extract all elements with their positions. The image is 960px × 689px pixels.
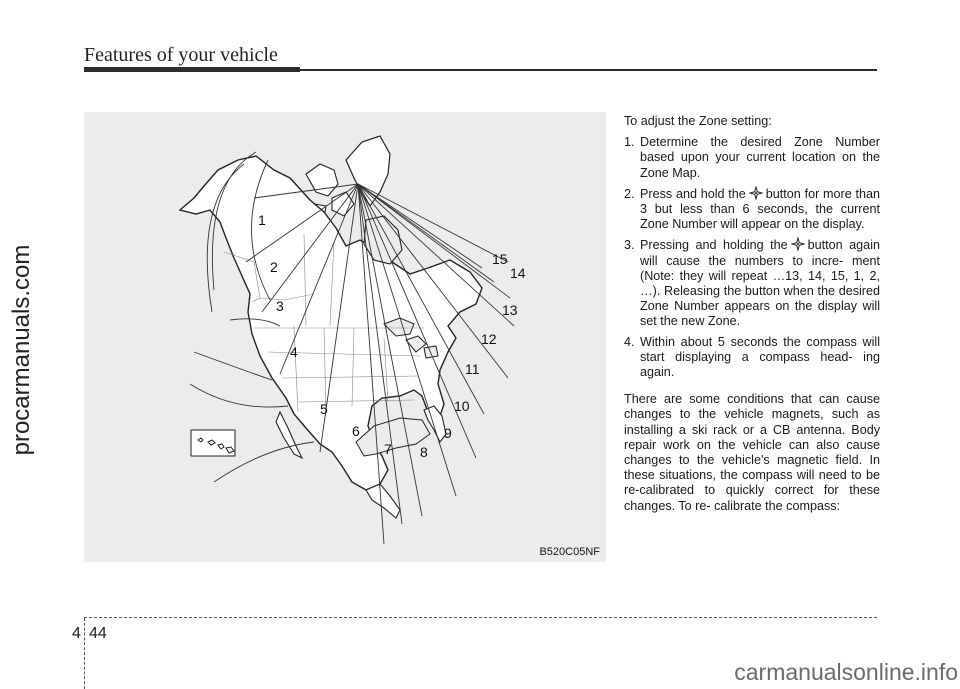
step-number: 3.	[624, 238, 635, 253]
florida-shape	[424, 406, 446, 442]
zone-label-4: 4	[290, 344, 298, 360]
zone-label-11: 11	[465, 361, 480, 377]
zone-label-8: 8	[420, 444, 428, 460]
step-text-before: Press and hold the	[640, 186, 746, 201]
step-item	[624, 135, 880, 181]
page-header-title: Features of your vehicle	[84, 44, 278, 66]
zone-label-1: 1	[258, 212, 266, 228]
zone-map-svg	[84, 112, 606, 562]
step-text-before: Pressing and holding the	[640, 238, 788, 253]
zone-label-13: 13	[502, 302, 518, 318]
step-item	[624, 237, 880, 329]
zone-label-6: 6	[352, 423, 360, 439]
zone-label-9: 9	[444, 425, 452, 441]
header-rule-thick	[84, 67, 300, 72]
step-text-after: button for more than 3 but less than 6 seconds, the current Zone Number will appear on the display.	[640, 186, 880, 232]
step-item	[624, 335, 880, 381]
page-number: 44	[89, 625, 107, 642]
zone-label-10: 10	[454, 398, 470, 414]
step-number: 1.	[624, 135, 635, 150]
zone-label-3: 3	[276, 298, 284, 314]
step-number: 2.	[624, 186, 635, 201]
header-rule-thin	[300, 69, 877, 71]
compass-button-icon	[749, 186, 763, 200]
instructions-column	[624, 114, 880, 520]
zone-label-2: 2	[270, 259, 278, 275]
zone-label-15: 15	[492, 251, 508, 267]
side-watermark-text: procarmanuals.com	[8, 244, 35, 456]
steps-list	[624, 135, 880, 380]
compass-button-icon	[791, 237, 805, 251]
bottom-watermark: carmanualsonline.info	[734, 659, 958, 685]
zone-label-7: 7	[384, 441, 392, 457]
side-watermark	[2, 160, 42, 540]
step-text-after: button again will cause the numbers to incre- ment (Note: they will repeat …13, 14, 15, 1, 2, …). Releasing the button when the desired Zone Number appears on the display will set the new Zone.	[640, 238, 880, 329]
step-text: Determine the desired Zone Number based upon your current location on the Zone Map.	[640, 135, 880, 180]
zone-label-5: 5	[320, 401, 328, 417]
zone-label-12: 12	[481, 331, 497, 347]
step-text: Within about 5 seconds the compass will start displaying a compass head- ing again.	[640, 334, 880, 380]
step-item	[624, 186, 880, 233]
central-america-shape	[366, 484, 400, 518]
step-number: 4.	[624, 334, 635, 349]
chapter-number: 4	[72, 625, 81, 642]
intro-text: To adjust the Zone setting:	[624, 114, 772, 128]
greenland-shape	[346, 136, 390, 206]
footer-divider	[84, 618, 85, 689]
footer-rule	[84, 617, 877, 618]
zone-map-figure	[84, 112, 606, 562]
zone-label-14: 14	[510, 265, 526, 281]
conditions-paragraph: There are some conditions that can cause changes to the vehicle magnets, such as installing a ski rack or a CB antenna. Body repair work on the vehicle can also cause changes to the vehicle's magnetic field. In these situations, the compass will need to be re-calibrated to quickly correct for these changes. To re- calibrate the compass:	[624, 392, 880, 513]
figure-code: B520C05NF	[539, 546, 600, 558]
